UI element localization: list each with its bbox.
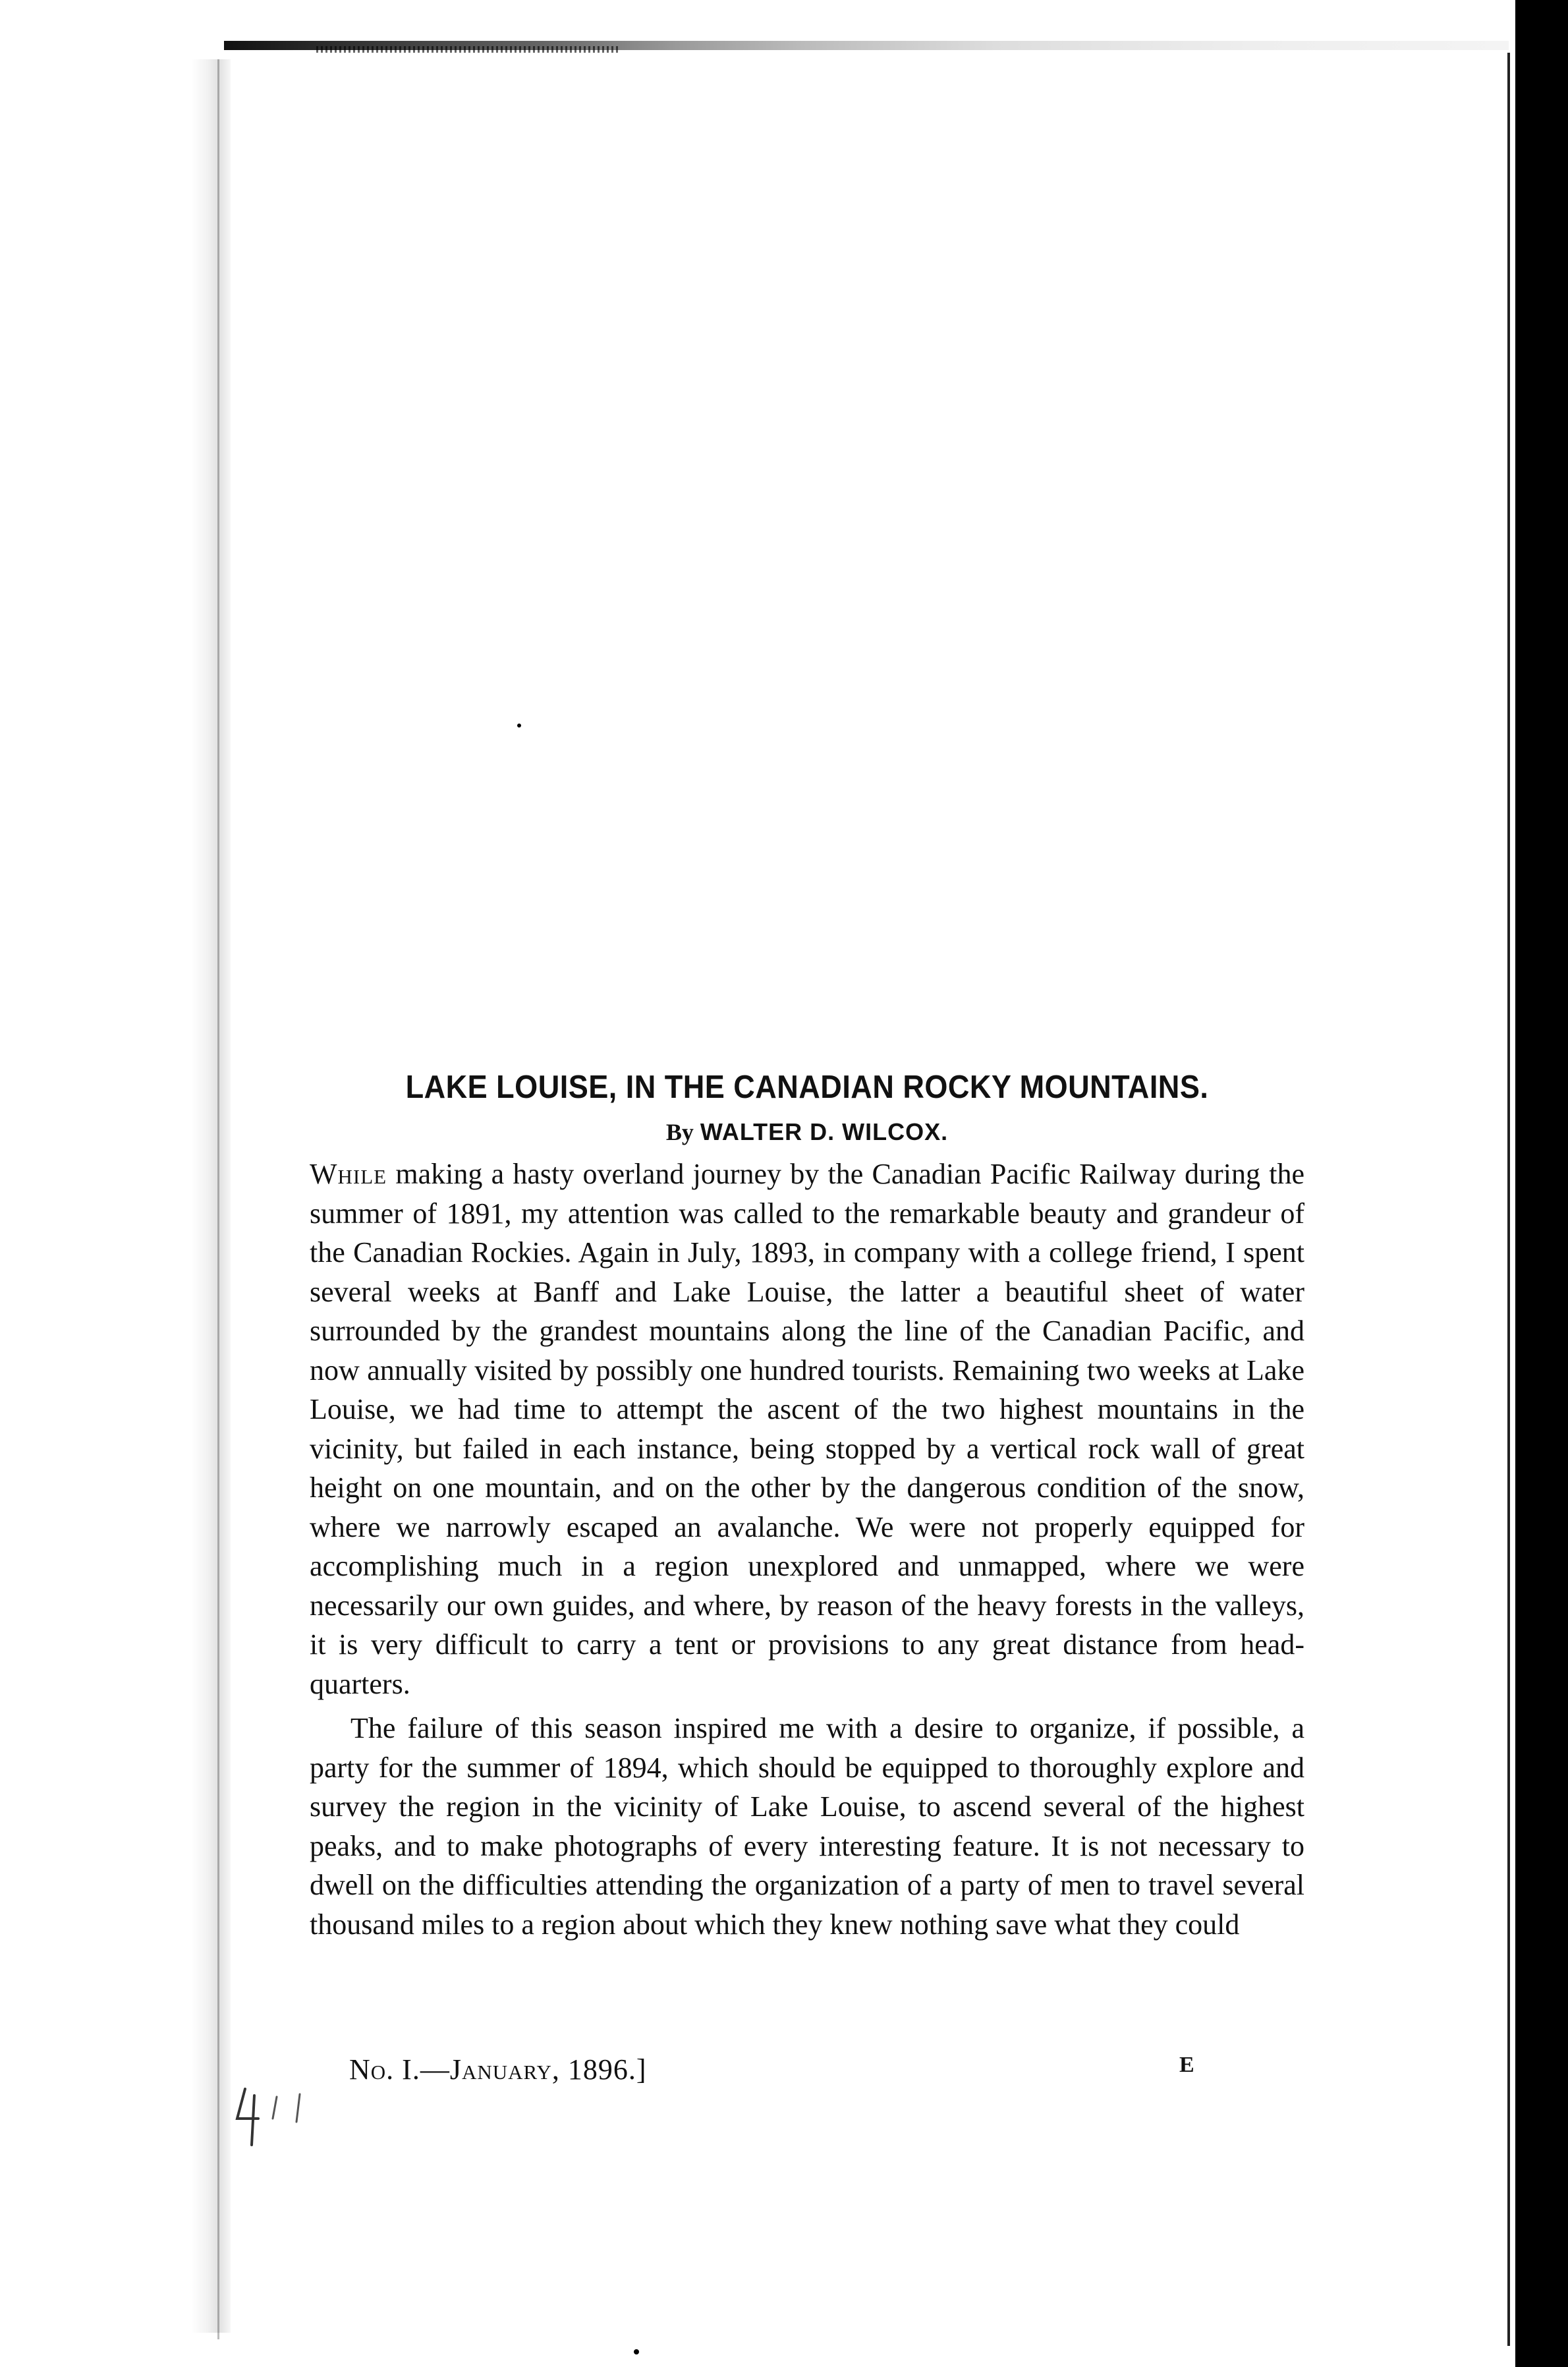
binding-gutter-line [217,59,219,2339]
page-speck [634,2349,639,2354]
scanner-background [1515,0,1568,2367]
page-edge-line [1507,53,1510,2346]
handwritten-annotation-drawing [231,2082,323,2148]
article-title: LAKE LOUISE, IN THE CANADIAN ROCKY MOUNTAINS. [405,1069,1209,1105]
author-name: WALTER D. WILCOX. [700,1118,949,1145]
page-footer [349,2053,1206,2092]
signature-mark: E [1179,2053,1194,2077]
page-top-edge-texture [316,46,619,53]
byline [310,1114,1304,1151]
page-speck [517,724,521,727]
paragraph-1-text: making a hasty overland journey by the Canadian Pacific Railway during the summer of 1891, my attention was called to the remarkable beauty and grandeur of the Canadian Rockies. Again in July, 1893, in company with a college friend, I spent several weeks at Banff and Lake Louise, the latter a beautiful sheet of water surrounded by the grandest mountains along the line of the Canadian Pacific, and now annually visited by possibly one hundred tourists. Remaining two weeks at Lake Louise, we had time to attempt the ascent of the two highest mountains in the vicinity, but failed in each instance, being stopped by a vertical rock wall of great height on one mountain, and on the other by the dangerous condition of the snow, where we narrowly escaped an avalanche. We were not properly equipped for accomplishing much in a region unexplored and unmapped, where we were necessarily our own guides, and where, by reason of the heavy forests in the valleys, it is very difficult to carry a tent or provisions to any great distance from head-quarters. [310,1158,1304,1700]
handwritten-annotation [231,2082,323,2152]
article [310,1061,1304,1944]
paragraph-2: The failure of this season inspired me with a desire to organize, if possible, a party for the summer of 1894, which should be equipped to thoroughly explore and survey the region in the vicinity of Lake Louise, to ascend several of the highest peaks, and to make photographs of every interesting feature. It is not necessary to dwell on the difficulties attending the organization of a party of men to travel several thousand miles to a region about which they knew nothing save what they could [310,1712,1304,1941]
paragraph-1 [310,1155,1304,1703]
paragraph-1-lead: While [310,1158,387,1190]
binding-gutter-shadow [191,59,231,2333]
issue-line: No. I.—January, 1896.] [349,2053,647,2086]
byline-prefix: By [665,1119,694,1145]
